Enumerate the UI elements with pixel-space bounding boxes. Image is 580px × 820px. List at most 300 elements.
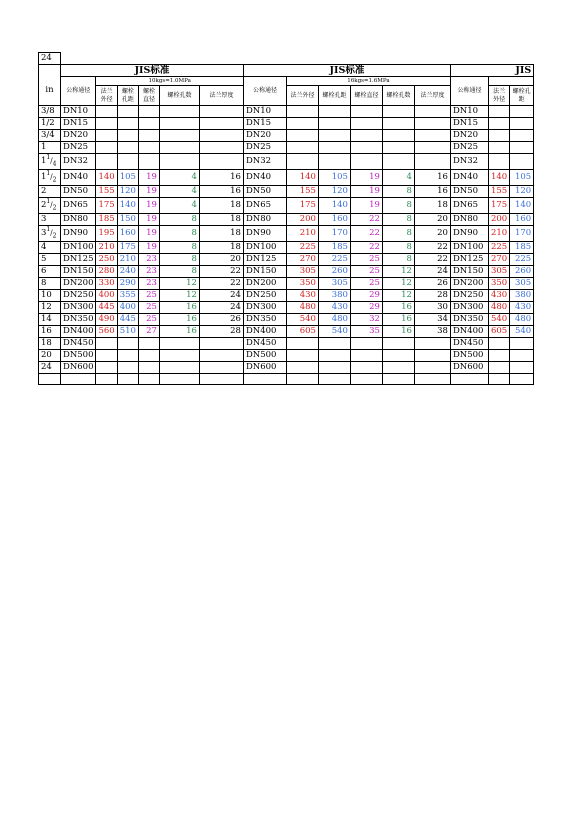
- holes-cell-1[interactable]: 12: [159, 278, 199, 290]
- od-cell-1[interactable]: [96, 338, 117, 350]
- od-cell-2[interactable]: 175: [286, 198, 318, 214]
- od-cell-2[interactable]: 605: [286, 326, 318, 338]
- nominal-diameter-cell-2[interactable]: DN50: [243, 186, 286, 198]
- holes-cell-1[interactable]: 4: [159, 186, 199, 198]
- holes-cell-2[interactable]: 16: [382, 326, 414, 338]
- pcd-cell-1[interactable]: [117, 106, 138, 118]
- od-cell-2[interactable]: [286, 106, 318, 118]
- nominal-diameter-cell-2[interactable]: DN350: [243, 314, 286, 326]
- thk-cell-1[interactable]: [199, 374, 243, 385]
- pcd-cell-3[interactable]: 140: [510, 198, 534, 214]
- pcd-cell-1[interactable]: [117, 118, 138, 130]
- thk-cell-1[interactable]: [199, 130, 243, 142]
- pcd-cell-3[interactable]: 185: [510, 242, 534, 254]
- holes-cell-1[interactable]: 8: [159, 242, 199, 254]
- inch-size-cell[interactable]: 1: [39, 142, 61, 154]
- bolt-cell-2[interactable]: [350, 338, 382, 350]
- thk-cell-1[interactable]: [199, 106, 243, 118]
- nominal-diameter-cell-2[interactable]: DN15: [243, 118, 286, 130]
- holes-cell-2[interactable]: [382, 130, 414, 142]
- nominal-diameter-cell-1[interactable]: DN250: [61, 290, 96, 302]
- holes-cell-1[interactable]: 16: [159, 302, 199, 314]
- nominal-diameter-cell-2[interactable]: DN125: [243, 254, 286, 266]
- nominal-diameter-cell-2[interactable]: DN32: [243, 154, 286, 170]
- od-cell-3[interactable]: 305: [488, 266, 509, 278]
- nominal-diameter-cell-1[interactable]: DN400: [61, 326, 96, 338]
- bolt-cell-2[interactable]: 22: [350, 226, 382, 242]
- pcd-cell-2[interactable]: [318, 362, 350, 374]
- pcd-cell-2[interactable]: 540: [318, 326, 350, 338]
- nominal-diameter-cell-3[interactable]: DN80: [450, 214, 488, 226]
- od-cell-2[interactable]: [286, 130, 318, 142]
- thk-cell-1[interactable]: 22: [199, 278, 243, 290]
- pcd-cell-2[interactable]: [318, 130, 350, 142]
- pcd-cell-2[interactable]: 305: [318, 278, 350, 290]
- nominal-diameter-cell-2[interactable]: [243, 374, 286, 385]
- nominal-diameter-cell-2[interactable]: DN40: [243, 170, 286, 186]
- holes-cell-1[interactable]: 16: [159, 314, 199, 326]
- od-cell-1[interactable]: 400: [96, 290, 117, 302]
- nominal-diameter-cell-1[interactable]: DN10: [61, 106, 96, 118]
- pcd-cell-3[interactable]: 305: [510, 278, 534, 290]
- od-cell-1[interactable]: [96, 130, 117, 142]
- pcd-cell-3[interactable]: 120: [510, 186, 534, 198]
- bolt-cell-2[interactable]: 19: [350, 186, 382, 198]
- nominal-diameter-cell-1[interactable]: DN25: [61, 142, 96, 154]
- holes-cell-1[interactable]: 16: [159, 326, 199, 338]
- bolt-cell-2[interactable]: 19: [350, 170, 382, 186]
- pcd-cell-3[interactable]: 170: [510, 226, 534, 242]
- nominal-diameter-cell-3[interactable]: [450, 374, 488, 385]
- nominal-diameter-cell-3[interactable]: DN50: [450, 186, 488, 198]
- od-cell-3[interactable]: 210: [488, 226, 509, 242]
- pcd-cell-3[interactable]: 260: [510, 266, 534, 278]
- thk-cell-1[interactable]: 16: [199, 186, 243, 198]
- thk-cell-1[interactable]: [199, 338, 243, 350]
- thk-cell-1[interactable]: 24: [199, 290, 243, 302]
- nominal-diameter-cell-2[interactable]: DN250: [243, 290, 286, 302]
- nominal-diameter-cell-2[interactable]: DN400: [243, 326, 286, 338]
- nominal-diameter-cell-3[interactable]: DN250: [450, 290, 488, 302]
- thk-cell-2[interactable]: 30: [414, 302, 450, 314]
- pcd-cell-3[interactable]: 380: [510, 290, 534, 302]
- nominal-diameter-cell-1[interactable]: DN50: [61, 186, 96, 198]
- holes-cell-2[interactable]: 16: [382, 302, 414, 314]
- pcd-cell-2[interactable]: 380: [318, 290, 350, 302]
- holes-cell-2[interactable]: 12: [382, 290, 414, 302]
- bolt-cell-2[interactable]: [350, 374, 382, 385]
- od-cell-3[interactable]: 225: [488, 242, 509, 254]
- holes-cell-1[interactable]: 8: [159, 266, 199, 278]
- od-cell-2[interactable]: 305: [286, 266, 318, 278]
- nominal-diameter-cell-1[interactable]: DN300: [61, 302, 96, 314]
- nominal-diameter-cell-3[interactable]: DN300: [450, 302, 488, 314]
- nominal-diameter-cell-3[interactable]: DN600: [450, 362, 488, 374]
- nominal-diameter-cell-2[interactable]: DN500: [243, 350, 286, 362]
- bolt-cell-2[interactable]: [350, 142, 382, 154]
- holes-cell-2[interactable]: 12: [382, 278, 414, 290]
- thk-cell-1[interactable]: [199, 362, 243, 374]
- thk-cell-2[interactable]: 24: [414, 266, 450, 278]
- pcd-cell-2[interactable]: [318, 106, 350, 118]
- od-cell-2[interactable]: [286, 154, 318, 170]
- od-cell-3[interactable]: 175: [488, 198, 509, 214]
- pcd-cell-1[interactable]: 140: [117, 198, 138, 214]
- inch-size-cell[interactable]: 16: [39, 326, 61, 338]
- bolt-cell-1[interactable]: 19: [138, 242, 159, 254]
- od-cell-1[interactable]: [96, 350, 117, 362]
- cell-a1[interactable]: 24: [39, 53, 61, 65]
- thk-cell-2[interactable]: 20: [414, 226, 450, 242]
- inch-size-cell[interactable]: [39, 226, 61, 242]
- inch-size-cell[interactable]: 4: [39, 242, 61, 254]
- inch-size-cell[interactable]: [39, 198, 61, 214]
- pcd-cell-1[interactable]: [117, 130, 138, 142]
- pcd-cell-1[interactable]: 445: [117, 314, 138, 326]
- thk-cell-2[interactable]: [414, 106, 450, 118]
- thk-cell-1[interactable]: [199, 154, 243, 170]
- holes-cell-1[interactable]: 8: [159, 254, 199, 266]
- od-cell-1[interactable]: 250: [96, 254, 117, 266]
- holes-cell-1[interactable]: [159, 142, 199, 154]
- nominal-diameter-cell-2[interactable]: DN100: [243, 242, 286, 254]
- nominal-diameter-cell-1[interactable]: DN65: [61, 198, 96, 214]
- bolt-cell-2[interactable]: 22: [350, 214, 382, 226]
- pcd-cell-2[interactable]: [318, 142, 350, 154]
- pcd-cell-2[interactable]: 225: [318, 254, 350, 266]
- pcd-cell-3[interactable]: [510, 362, 534, 374]
- pcd-cell-3[interactable]: [510, 118, 534, 130]
- od-cell-3[interactable]: 270: [488, 254, 509, 266]
- od-cell-2[interactable]: [286, 118, 318, 130]
- bolt-cell-1[interactable]: [138, 142, 159, 154]
- od-cell-2[interactable]: [286, 350, 318, 362]
- inch-size-cell[interactable]: [39, 374, 61, 385]
- holes-cell-1[interactable]: [159, 338, 199, 350]
- pcd-cell-3[interactable]: 430: [510, 302, 534, 314]
- bolt-cell-1[interactable]: 19: [138, 186, 159, 198]
- nominal-diameter-cell-1[interactable]: DN200: [61, 278, 96, 290]
- od-cell-1[interactable]: [96, 118, 117, 130]
- thk-cell-2[interactable]: 26: [414, 278, 450, 290]
- holes-cell-2[interactable]: 4: [382, 170, 414, 186]
- od-cell-2[interactable]: 540: [286, 314, 318, 326]
- od-cell-3[interactable]: [488, 106, 509, 118]
- bolt-cell-1[interactable]: [138, 350, 159, 362]
- od-cell-1[interactable]: [96, 106, 117, 118]
- holes-cell-1[interactable]: 4: [159, 170, 199, 186]
- od-cell-1[interactable]: [96, 142, 117, 154]
- pcd-cell-2[interactable]: 260: [318, 266, 350, 278]
- pcd-cell-1[interactable]: 210: [117, 254, 138, 266]
- nominal-diameter-cell-2[interactable]: DN600: [243, 362, 286, 374]
- holes-cell-2[interactable]: [382, 362, 414, 374]
- od-cell-2[interactable]: 225: [286, 242, 318, 254]
- pcd-cell-3[interactable]: [510, 142, 534, 154]
- holes-cell-2[interactable]: [382, 338, 414, 350]
- pcd-cell-1[interactable]: 510: [117, 326, 138, 338]
- pcd-cell-2[interactable]: [318, 154, 350, 170]
- inch-size-cell[interactable]: 5: [39, 254, 61, 266]
- thk-cell-2[interactable]: [414, 350, 450, 362]
- pcd-cell-2[interactable]: 430: [318, 302, 350, 314]
- holes-cell-2[interactable]: 8: [382, 254, 414, 266]
- bolt-cell-1[interactable]: 23: [138, 266, 159, 278]
- nominal-diameter-cell-2[interactable]: DN200: [243, 278, 286, 290]
- thk-cell-1[interactable]: 18: [199, 198, 243, 214]
- thk-cell-1[interactable]: 18: [199, 226, 243, 242]
- pcd-cell-2[interactable]: 185: [318, 242, 350, 254]
- thk-cell-2[interactable]: [414, 154, 450, 170]
- nominal-diameter-cell-3[interactable]: DN450: [450, 338, 488, 350]
- od-cell-3[interactable]: 430: [488, 290, 509, 302]
- holes-cell-1[interactable]: 4: [159, 198, 199, 214]
- thk-cell-2[interactable]: [414, 130, 450, 142]
- thk-cell-1[interactable]: 26: [199, 314, 243, 326]
- thk-cell-2[interactable]: 38: [414, 326, 450, 338]
- nominal-diameter-cell-1[interactable]: DN32: [61, 154, 96, 170]
- inch-size-cell[interactable]: 2: [39, 186, 61, 198]
- pcd-cell-2[interactable]: [318, 118, 350, 130]
- pcd-cell-1[interactable]: [117, 374, 138, 385]
- bolt-cell-1[interactable]: [138, 362, 159, 374]
- holes-cell-2[interactable]: 8: [382, 242, 414, 254]
- od-cell-1[interactable]: 210: [96, 242, 117, 254]
- od-cell-3[interactable]: [488, 374, 509, 385]
- pcd-cell-2[interactable]: [318, 374, 350, 385]
- bolt-cell-2[interactable]: 29: [350, 290, 382, 302]
- thk-cell-1[interactable]: [199, 118, 243, 130]
- od-cell-2[interactable]: 155: [286, 186, 318, 198]
- nominal-diameter-cell-2[interactable]: DN65: [243, 198, 286, 214]
- pcd-cell-3[interactable]: [510, 130, 534, 142]
- inch-size-cell[interactable]: 12: [39, 302, 61, 314]
- bolt-cell-2[interactable]: [350, 362, 382, 374]
- holes-cell-1[interactable]: [159, 118, 199, 130]
- bolt-cell-2[interactable]: [350, 106, 382, 118]
- holes-cell-1[interactable]: 12: [159, 290, 199, 302]
- od-cell-2[interactable]: 210: [286, 226, 318, 242]
- pcd-cell-2[interactable]: 120: [318, 186, 350, 198]
- thk-cell-2[interactable]: [414, 142, 450, 154]
- bolt-cell-1[interactable]: 25: [138, 290, 159, 302]
- thk-cell-2[interactable]: 16: [414, 186, 450, 198]
- thk-cell-2[interactable]: 34: [414, 314, 450, 326]
- bolt-cell-2[interactable]: [350, 350, 382, 362]
- holes-cell-2[interactable]: 16: [382, 314, 414, 326]
- thk-cell-1[interactable]: 18: [199, 214, 243, 226]
- inch-size-cell[interactable]: 3/4: [39, 130, 61, 142]
- od-cell-2[interactable]: 480: [286, 302, 318, 314]
- inch-size-cell[interactable]: 6: [39, 266, 61, 278]
- thk-cell-1[interactable]: [199, 142, 243, 154]
- od-cell-1[interactable]: 155: [96, 186, 117, 198]
- od-cell-3[interactable]: 155: [488, 186, 509, 198]
- bolt-cell-1[interactable]: 19: [138, 170, 159, 186]
- pcd-cell-3[interactable]: [510, 374, 534, 385]
- pcd-cell-1[interactable]: [117, 362, 138, 374]
- od-cell-2[interactable]: [286, 374, 318, 385]
- nominal-diameter-cell-3[interactable]: DN500: [450, 350, 488, 362]
- thk-cell-1[interactable]: 24: [199, 302, 243, 314]
- nominal-diameter-cell-3[interactable]: DN15: [450, 118, 488, 130]
- holes-cell-2[interactable]: [382, 118, 414, 130]
- pcd-cell-1[interactable]: 355: [117, 290, 138, 302]
- inch-size-cell[interactable]: 8: [39, 278, 61, 290]
- od-cell-2[interactable]: [286, 338, 318, 350]
- pcd-cell-3[interactable]: [510, 154, 534, 170]
- pcd-cell-2[interactable]: 140: [318, 198, 350, 214]
- od-cell-1[interactable]: 195: [96, 226, 117, 242]
- od-cell-2[interactable]: 270: [286, 254, 318, 266]
- od-cell-3[interactable]: [488, 362, 509, 374]
- bolt-cell-2[interactable]: 32: [350, 314, 382, 326]
- pcd-cell-1[interactable]: [117, 154, 138, 170]
- od-cell-2[interactable]: 430: [286, 290, 318, 302]
- thk-cell-1[interactable]: [199, 350, 243, 362]
- thk-cell-1[interactable]: 18: [199, 242, 243, 254]
- nominal-diameter-cell-2[interactable]: DN90: [243, 226, 286, 242]
- nominal-diameter-cell-3[interactable]: DN40: [450, 170, 488, 186]
- thk-cell-1[interactable]: 28: [199, 326, 243, 338]
- holes-cell-2[interactable]: [382, 154, 414, 170]
- od-cell-3[interactable]: [488, 154, 509, 170]
- thk-cell-2[interactable]: 20: [414, 214, 450, 226]
- inch-size-cell[interactable]: [39, 154, 61, 170]
- bolt-cell-2[interactable]: 19: [350, 198, 382, 214]
- nominal-diameter-cell-1[interactable]: DN125: [61, 254, 96, 266]
- od-cell-2[interactable]: 350: [286, 278, 318, 290]
- pcd-cell-3[interactable]: 225: [510, 254, 534, 266]
- inch-size-cell[interactable]: 24: [39, 362, 61, 374]
- holes-cell-1[interactable]: 8: [159, 214, 199, 226]
- holes-cell-2[interactable]: 8: [382, 214, 414, 226]
- od-cell-3[interactable]: [488, 338, 509, 350]
- nominal-diameter-cell-3[interactable]: DN25: [450, 142, 488, 154]
- od-cell-1[interactable]: 185: [96, 214, 117, 226]
- nominal-diameter-cell-2[interactable]: DN20: [243, 130, 286, 142]
- holes-cell-1[interactable]: [159, 374, 199, 385]
- nominal-diameter-cell-3[interactable]: DN20: [450, 130, 488, 142]
- bolt-cell-1[interactable]: [138, 374, 159, 385]
- od-cell-1[interactable]: 560: [96, 326, 117, 338]
- holes-cell-2[interactable]: 8: [382, 226, 414, 242]
- nominal-diameter-cell-3[interactable]: DN125: [450, 254, 488, 266]
- pcd-cell-1[interactable]: [117, 142, 138, 154]
- bolt-cell-1[interactable]: 19: [138, 226, 159, 242]
- nominal-diameter-cell-1[interactable]: DN150: [61, 266, 96, 278]
- nominal-diameter-cell-3[interactable]: DN90: [450, 226, 488, 242]
- inch-size-cell[interactable]: 18: [39, 338, 61, 350]
- nominal-diameter-cell-1[interactable]: DN100: [61, 242, 96, 254]
- od-cell-3[interactable]: 200: [488, 214, 509, 226]
- pcd-cell-2[interactable]: 480: [318, 314, 350, 326]
- pcd-cell-2[interactable]: [318, 338, 350, 350]
- pcd-cell-1[interactable]: 120: [117, 186, 138, 198]
- bolt-cell-2[interactable]: 22: [350, 242, 382, 254]
- thk-cell-2[interactable]: [414, 118, 450, 130]
- holes-cell-1[interactable]: [159, 106, 199, 118]
- od-cell-1[interactable]: [96, 374, 117, 385]
- nominal-diameter-cell-1[interactable]: DN15: [61, 118, 96, 130]
- pcd-cell-2[interactable]: 160: [318, 214, 350, 226]
- pcd-cell-3[interactable]: 160: [510, 214, 534, 226]
- nominal-diameter-cell-2[interactable]: DN80: [243, 214, 286, 226]
- pcd-cell-1[interactable]: 150: [117, 214, 138, 226]
- od-cell-3[interactable]: [488, 350, 509, 362]
- pcd-cell-1[interactable]: 290: [117, 278, 138, 290]
- nominal-diameter-cell-3[interactable]: DN100: [450, 242, 488, 254]
- bolt-cell-2[interactable]: 29: [350, 302, 382, 314]
- bolt-cell-1[interactable]: 25: [138, 314, 159, 326]
- pcd-cell-1[interactable]: 240: [117, 266, 138, 278]
- bolt-cell-1[interactable]: [138, 338, 159, 350]
- thk-cell-2[interactable]: 18: [414, 198, 450, 214]
- bolt-cell-1[interactable]: 23: [138, 254, 159, 266]
- thk-cell-2[interactable]: 16: [414, 170, 450, 186]
- bolt-cell-1[interactable]: 23: [138, 278, 159, 290]
- holes-cell-1[interactable]: [159, 154, 199, 170]
- holes-cell-1[interactable]: [159, 350, 199, 362]
- bolt-cell-2[interactable]: 25: [350, 254, 382, 266]
- pcd-cell-1[interactable]: [117, 338, 138, 350]
- nominal-diameter-cell-1[interactable]: DN450: [61, 338, 96, 350]
- od-cell-2[interactable]: [286, 142, 318, 154]
- od-cell-3[interactable]: 605: [488, 326, 509, 338]
- nominal-diameter-cell-2[interactable]: DN300: [243, 302, 286, 314]
- pcd-cell-3[interactable]: 105: [510, 170, 534, 186]
- od-cell-1[interactable]: 175: [96, 198, 117, 214]
- nominal-diameter-cell-2[interactable]: DN25: [243, 142, 286, 154]
- od-cell-1[interactable]: 445: [96, 302, 117, 314]
- nominal-diameter-cell-1[interactable]: DN80: [61, 214, 96, 226]
- od-cell-3[interactable]: 540: [488, 314, 509, 326]
- pcd-cell-1[interactable]: 175: [117, 242, 138, 254]
- bolt-cell-1[interactable]: 19: [138, 214, 159, 226]
- inch-size-cell[interactable]: 3: [39, 214, 61, 226]
- bolt-cell-2[interactable]: 25: [350, 266, 382, 278]
- od-cell-3[interactable]: 350: [488, 278, 509, 290]
- od-cell-3[interactable]: [488, 142, 509, 154]
- thk-cell-1[interactable]: 20: [199, 254, 243, 266]
- nominal-diameter-cell-3[interactable]: DN150: [450, 266, 488, 278]
- nominal-diameter-cell-2[interactable]: DN150: [243, 266, 286, 278]
- bolt-cell-1[interactable]: [138, 106, 159, 118]
- od-cell-1[interactable]: [96, 154, 117, 170]
- nominal-diameter-cell-1[interactable]: DN600: [61, 362, 96, 374]
- nominal-diameter-cell-1[interactable]: DN500: [61, 350, 96, 362]
- bolt-cell-2[interactable]: 25: [350, 278, 382, 290]
- od-cell-1[interactable]: 280: [96, 266, 117, 278]
- nominal-diameter-cell-1[interactable]: DN20: [61, 130, 96, 142]
- pcd-cell-3[interactable]: [510, 338, 534, 350]
- bolt-cell-2[interactable]: [350, 118, 382, 130]
- bolt-cell-1[interactable]: 27: [138, 326, 159, 338]
- holes-cell-2[interactable]: 8: [382, 186, 414, 198]
- bolt-cell-1[interactable]: [138, 118, 159, 130]
- holes-cell-2[interactable]: 8: [382, 198, 414, 214]
- pcd-cell-2[interactable]: 170: [318, 226, 350, 242]
- od-cell-1[interactable]: [96, 362, 117, 374]
- thk-cell-2[interactable]: [414, 338, 450, 350]
- holes-cell-2[interactable]: [382, 106, 414, 118]
- bolt-cell-1[interactable]: [138, 130, 159, 142]
- od-cell-1[interactable]: 140: [96, 170, 117, 186]
- thk-cell-2[interactable]: [414, 374, 450, 385]
- pcd-cell-2[interactable]: 105: [318, 170, 350, 186]
- nominal-diameter-cell-1[interactable]: [61, 374, 96, 385]
- thk-cell-2[interactable]: 22: [414, 254, 450, 266]
